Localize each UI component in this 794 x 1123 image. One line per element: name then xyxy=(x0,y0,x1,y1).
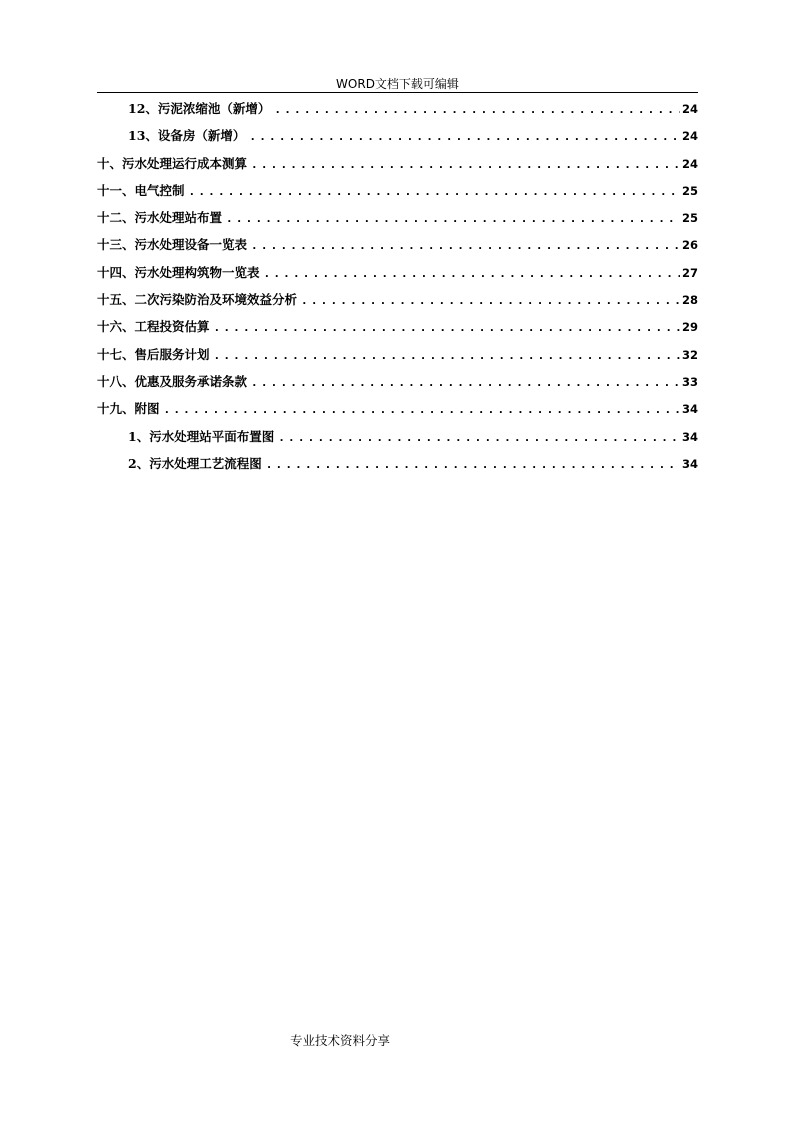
page-header xyxy=(97,76,698,93)
toc-entry[interactable] xyxy=(97,313,698,340)
toc-dot-leader xyxy=(266,451,680,478)
toc-entry-page: 34 xyxy=(681,402,698,417)
toc-dot-leader xyxy=(214,342,680,369)
toc-entry[interactable] xyxy=(97,177,698,204)
toc-entry-title[interactable]: 十四、污水处理构筑物一览表 xyxy=(97,264,260,280)
toc-dot-leader xyxy=(251,232,680,259)
page-header-text: WORD文档下载可编辑 xyxy=(336,77,459,91)
toc-entry-title[interactable]: 十二、污水处理站布置 xyxy=(97,210,223,226)
toc-entry[interactable] xyxy=(97,259,698,286)
toc-entry[interactable] xyxy=(97,341,698,368)
toc-entry[interactable] xyxy=(97,204,698,231)
toc-entry-page: 25 xyxy=(681,183,698,198)
toc-dot-leader xyxy=(189,178,680,205)
toc-dot-leader xyxy=(164,396,680,423)
toc-entry-page: 25 xyxy=(681,211,698,226)
toc-entry-page: 29 xyxy=(681,320,698,335)
toc-entry[interactable] xyxy=(97,286,698,313)
toc-entry-title[interactable]: 十三、污水处理设备一览表 xyxy=(97,237,248,253)
toc-dot-leader xyxy=(251,369,680,396)
toc-entry-title[interactable]: 十九、附图 xyxy=(97,401,160,417)
toc-dot-leader xyxy=(301,287,680,314)
toc-entry[interactable] xyxy=(97,150,698,177)
toc-entry-page: 26 xyxy=(681,238,698,253)
table-of-contents xyxy=(97,95,698,477)
toc-entry-title[interactable]: 2、污水处理工艺流程图 xyxy=(128,455,262,471)
toc-entry-page: 32 xyxy=(681,347,698,362)
toc-entry-title[interactable]: 12、污泥浓缩池（新增） xyxy=(128,101,271,116)
toc-entry[interactable] xyxy=(97,122,698,149)
toc-dot-leader xyxy=(226,205,680,232)
toc-entry-page: 34 xyxy=(681,429,698,444)
toc-dot-leader xyxy=(251,151,680,178)
toc-entry-title[interactable]: 1、污水处理站平面布置图 xyxy=(128,428,275,444)
toc-entry[interactable] xyxy=(97,231,698,258)
toc-entry-title[interactable]: 十六、工程投资估算 xyxy=(97,319,210,335)
toc-dot-leader xyxy=(264,260,680,287)
toc-entry-page: 24 xyxy=(681,102,698,116)
toc-entry-title[interactable]: 十八、优惠及服务承诺条款 xyxy=(97,373,248,389)
toc-entry-page: 24 xyxy=(681,129,698,144)
toc-entry[interactable] xyxy=(97,423,698,450)
toc-entry-page: 27 xyxy=(681,265,698,280)
toc-entry-page: 24 xyxy=(681,156,698,171)
toc-entry[interactable] xyxy=(97,368,698,395)
toc-dot-leader xyxy=(249,123,680,150)
toc-entry-page: 33 xyxy=(681,374,698,389)
toc-entry[interactable] xyxy=(97,450,698,477)
toc-entry[interactable] xyxy=(97,95,698,122)
toc-entry-page: 34 xyxy=(681,456,698,471)
toc-entry-title[interactable]: 十一、电气控制 xyxy=(97,182,185,198)
toc-entry-title[interactable]: 十、污水处理运行成本测算 xyxy=(97,155,248,171)
toc-dot-leader xyxy=(274,96,680,123)
toc-entry-title[interactable]: 13、设备房（新增） xyxy=(128,128,246,144)
toc-entry-title[interactable]: 十七、售后服务计划 xyxy=(97,346,210,362)
page-footer xyxy=(0,1031,680,1049)
toc-entry[interactable] xyxy=(97,395,698,422)
toc-dot-leader xyxy=(214,314,680,341)
toc-entry-page: 28 xyxy=(681,293,698,308)
toc-entry-title[interactable]: 十五、二次污染防治及环境效益分析 xyxy=(97,292,298,308)
page-footer-text: 专业技术资料分享 xyxy=(289,1033,390,1048)
toc-dot-leader xyxy=(278,424,680,451)
